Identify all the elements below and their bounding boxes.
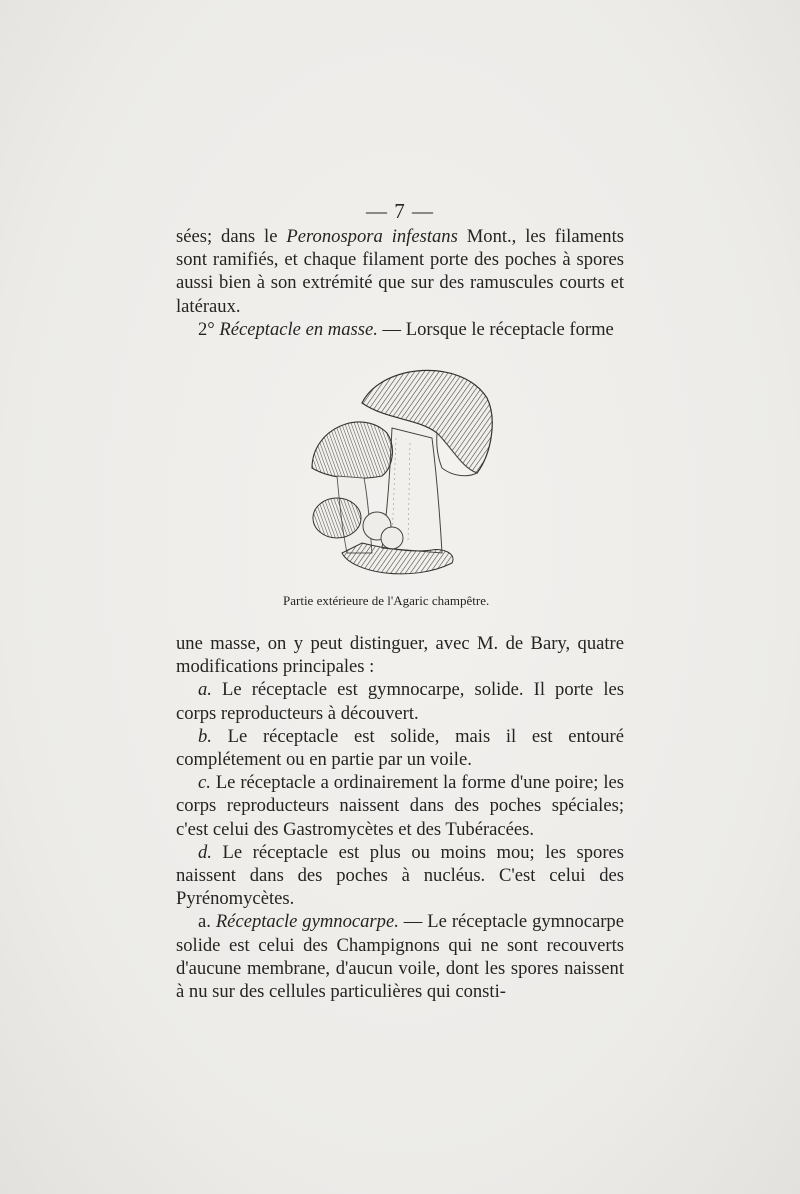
item-letter: b. xyxy=(198,725,212,747)
bottom-text-block xyxy=(176,632,624,1003)
page-number: — 7 — xyxy=(366,199,434,223)
paragraph-peronospora xyxy=(176,225,624,318)
item-text: Le réceptacle est solide, mais il est entouré complétement ou en partie par un voile. xyxy=(176,725,624,771)
item-text: Le réceptacle est plus ou moins mou; les spores naissent dans des poches à nucléus. C'est celui des Pyrénomycètes. xyxy=(176,841,624,910)
species-name: Peronospora infestans xyxy=(286,226,458,247)
text-segment: Mont., les filaments sont ramifiés, et chaque filament porte des poches à spores aussi bien à son extrémité que sur des ramuscules courts et latéraux. xyxy=(176,226,624,317)
item-text: Le réceptacle est gymnocarpe, solide. Il porte les corps reproducteurs à découvert. xyxy=(176,679,624,724)
item-letter: c. xyxy=(198,772,211,794)
list-item xyxy=(176,771,624,841)
continuation-paragraph: une masse, on y peut distinguer, avec M. de Bary, quatre modifications principales : xyxy=(176,633,624,678)
subsection-text: — Le réceptacle gymnocarpe solide est celui des Champignons qui ne sont recouverts d'aucune membrane, d'aucun voile, dont les spores naissent à nu sur des cellules particulières qui consti- xyxy=(176,911,624,1003)
section-intro: — Lorsque le réceptacle forme xyxy=(377,318,614,340)
top-text-block xyxy=(176,225,624,341)
list-item xyxy=(176,725,624,771)
figure-caption: Partie extérieure de l'Agaric champêtre. xyxy=(283,593,490,608)
item-letter: d. xyxy=(198,841,212,863)
section-2-heading xyxy=(176,318,624,341)
section-title: Réceptacle en masse. xyxy=(219,318,378,340)
section-number: 2° xyxy=(198,318,215,340)
mushroom-engraving-figure xyxy=(292,358,512,588)
item-letter: a. xyxy=(198,679,212,701)
subsection-title: Réceptacle gymnocarpe. xyxy=(215,911,399,933)
item-text: Le réceptacle a ordinairement la forme d'une poire; les corps reproducteurs naissent dans des poches spéciales; c'est celui des Gastromycètes et des Tubéracées. xyxy=(176,772,624,840)
mushroom-engraving-icon xyxy=(292,358,512,588)
subsection-letter: a. xyxy=(198,911,211,933)
list-item xyxy=(176,841,624,911)
subsection-a xyxy=(176,910,624,1003)
text-segment: sées; dans le xyxy=(176,226,287,247)
list-item xyxy=(176,678,624,724)
